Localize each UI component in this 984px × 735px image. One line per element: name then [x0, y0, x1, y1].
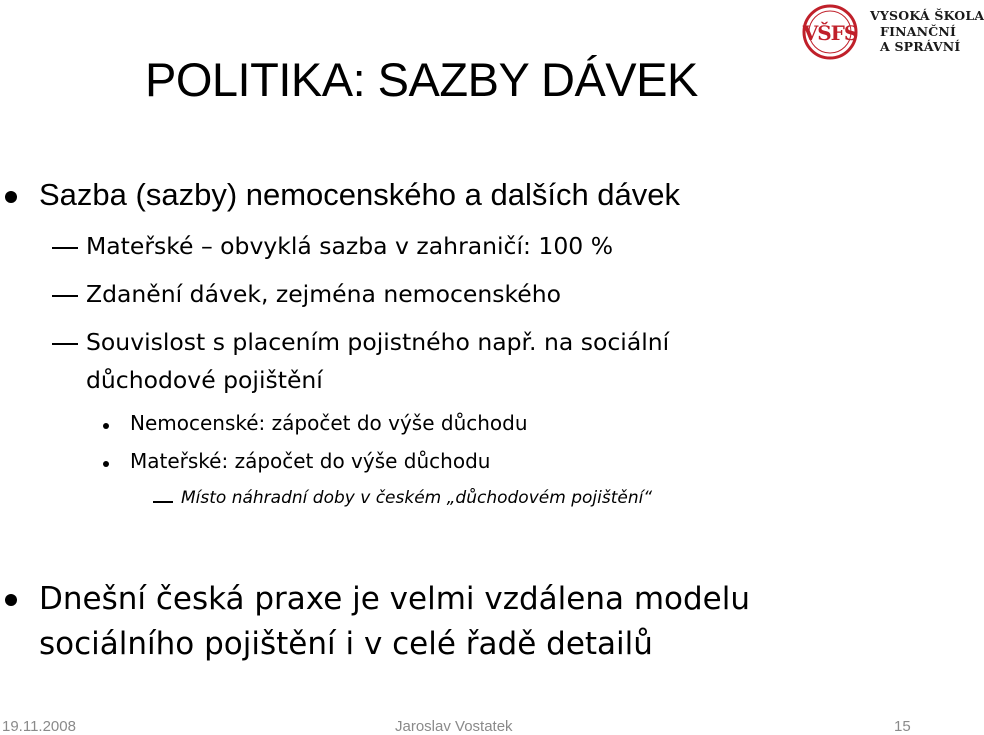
school-emblem-icon: [800, 4, 862, 60]
slide-title: POLITIKA: SAZBY DÁVEK: [145, 53, 698, 106]
footer-date: 19.11.2008: [2, 718, 76, 735]
bullet-dot: [5, 191, 17, 203]
bullet-2-line1: Dnešní česká praxe je velmi vzdálena modelu: [39, 581, 751, 617]
sub-bullet-1-3-line1: Souvislost s placením pojistného např. na sociální: [86, 328, 670, 356]
bullet-2-line2: sociálního pojištění i v celé řadě detailů: [39, 626, 653, 662]
school-name-line3: A SPRÁVNÍ: [880, 39, 961, 54]
bullet-dot-small: [103, 461, 109, 467]
sub-sub-bullet-2-text: Mateřské: zápočet do výše důchodu: [130, 449, 491, 473]
school-name-line1: VYSOKÁ ŠKOLA: [870, 8, 984, 23]
sub-bullet-1-2-text: Zdanění dávek, zejména nemocenského: [86, 280, 561, 308]
bullet-dot: [5, 594, 17, 606]
sub-bullet-1-3-line2: důchodové pojištění: [86, 366, 323, 394]
dash-marker: [52, 247, 78, 249]
dash-marker: [52, 295, 78, 297]
sub-sub-sub-bullet-text: Místo náhradní doby v českém „důchodovém pojištění“: [181, 488, 653, 508]
sub-bullet-1-1-text: Mateřské – obvyklá sazba v zahraničí: 100 %: [86, 232, 614, 260]
footer-page-number: 15: [894, 718, 911, 735]
school-name-line2: FINANČNÍ: [880, 23, 957, 39]
dash-marker: [153, 501, 173, 503]
bullet-1-text: Sazba (sazby) nemocenského a dalších dávek: [39, 177, 681, 212]
footer-author: Jaroslav Vostatek: [395, 718, 513, 735]
svg-text:VŠFS: VŠFS: [802, 21, 858, 45]
school-logo: [800, 4, 984, 60]
school-name: [870, 8, 984, 55]
dash-marker: [52, 343, 78, 345]
bullet-dot-small: [103, 423, 109, 429]
sub-sub-bullet-1-text: Nemocenské: zápočet do výše důchodu: [130, 411, 528, 435]
